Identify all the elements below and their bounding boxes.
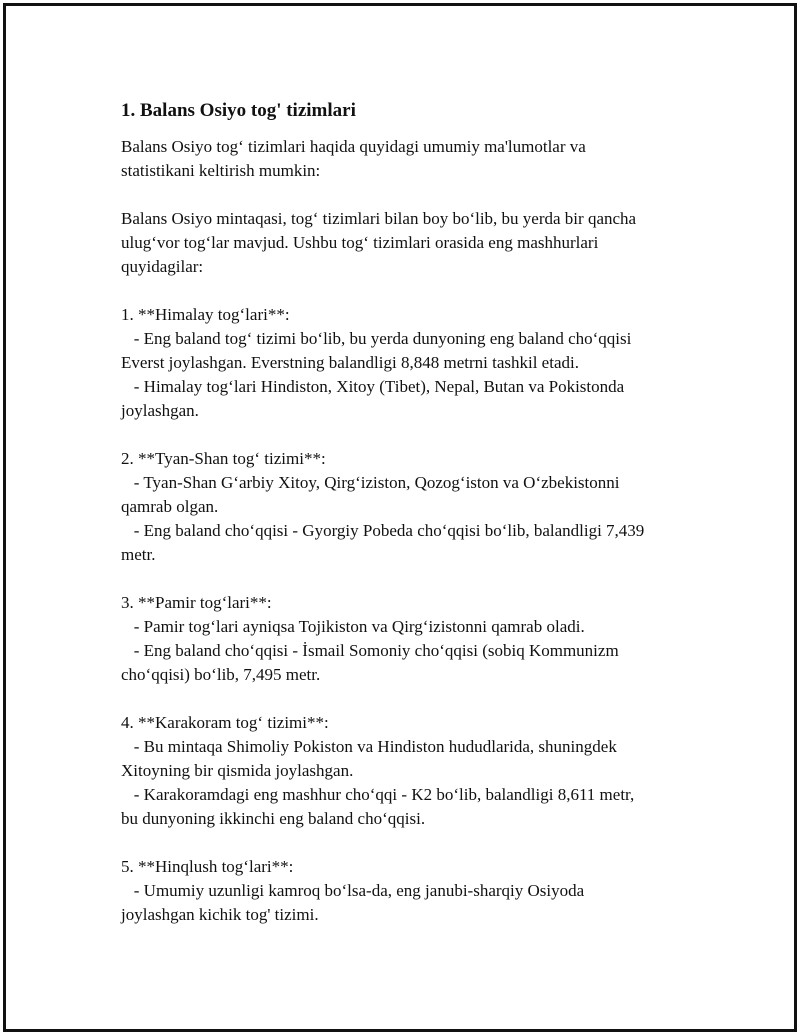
text-line: metr.: [121, 545, 156, 564]
text-line: quyidagilar:: [121, 257, 204, 276]
text-line: cho‘qqisi) bo‘lib, 7,495 metr.: [121, 665, 321, 684]
list-item-karakoram: [121, 711, 701, 831]
document-heading: 1. Balans Osiyo tog' tizimlari: [121, 100, 356, 121]
text-line: - Bu mintaqa Shimoliy Pokiston va Hindiston hududlarida, shuningdek: [121, 737, 617, 756]
list-item-hinqlush: [121, 855, 701, 927]
text-line: Balans Osiyo tog‘ tizimlari haqida quyidagi umumiy ma'lumotlar va: [121, 137, 586, 156]
list-item-title: 4. **Karakoram tog‘ tizimi**:: [121, 713, 329, 732]
text-line: - Eng baland cho‘qqisi - İsmail Somoniy cho‘qqisi (sobiq Kommunizm: [121, 641, 619, 660]
text-line: bu dunyoning ikkinchi eng baland cho‘qqisi.: [121, 809, 426, 828]
text-line: - Eng baland cho‘qqisi - Gyorgiy Pobeda cho‘qqisi bo‘lib, balandligi 7,439: [121, 521, 645, 540]
text-line: Everst joylashgan. Everstning balandligi 8,848 metrni tashkil etadi.: [121, 353, 579, 372]
intro-paragraph-2: [121, 207, 701, 279]
page-content: [121, 98, 701, 951]
text-line: joylashgan.: [121, 401, 199, 420]
text-line: - Umumiy uzunligi kamroq bo‘lsa-da, eng janubi-sharqiy Osiyoda: [121, 881, 585, 900]
list-item-title: 1. **Himalay tog‘lari**:: [121, 305, 290, 324]
list-item-pamir: [121, 591, 701, 687]
text-line: - Karakoramdagi eng mashhur cho‘qqi - K2 bo‘lib, balandligi 8,611 metr,: [121, 785, 635, 804]
intro-paragraph-1: [121, 135, 701, 183]
page-frame: [3, 3, 797, 1032]
list-item-tyan-shan: [121, 447, 701, 567]
list-item-title: 5. **Hinqlush tog‘lari**:: [121, 857, 294, 876]
list-item-title: 3. **Pamir tog‘lari**:: [121, 593, 272, 612]
list-item-title: 2. **Tyan-Shan tog‘ tizimi**:: [121, 449, 326, 468]
text-line: Balans Osiyo mintaqasi, tog‘ tizimlari bilan boy bo‘lib, bu yerda bir qancha: [121, 209, 637, 228]
text-line: ulug‘vor tog‘lar mavjud. Ushbu tog‘ tizimlari orasida eng mashhurlari: [121, 233, 599, 252]
text-line: - Eng baland tog‘ tizimi bo‘lib, bu yerda dunyoning eng baland cho‘qqisi: [121, 329, 632, 348]
text-line: Xitoyning bir qismida joylashgan.: [121, 761, 354, 780]
list-item-himalay: [121, 303, 701, 423]
text-line: - Pamir tog‘lari ayniqsa Tojikiston va Qirg‘izistonni qamrab oladi.: [121, 617, 585, 636]
text-line: - Tyan-Shan G‘arbiy Xitoy, Qirg‘iziston, Qozog‘iston va O‘zbekistonni: [121, 473, 620, 492]
text-line: joylashgan kichik tog' tizimi.: [121, 905, 319, 924]
text-line: - Himalay tog‘lari Hindiston, Xitoy (Tibet), Nepal, Butan va Pokistonda: [121, 377, 625, 396]
text-line: statistikani keltirish mumkin:: [121, 161, 321, 180]
text-line: qamrab olgan.: [121, 497, 219, 516]
